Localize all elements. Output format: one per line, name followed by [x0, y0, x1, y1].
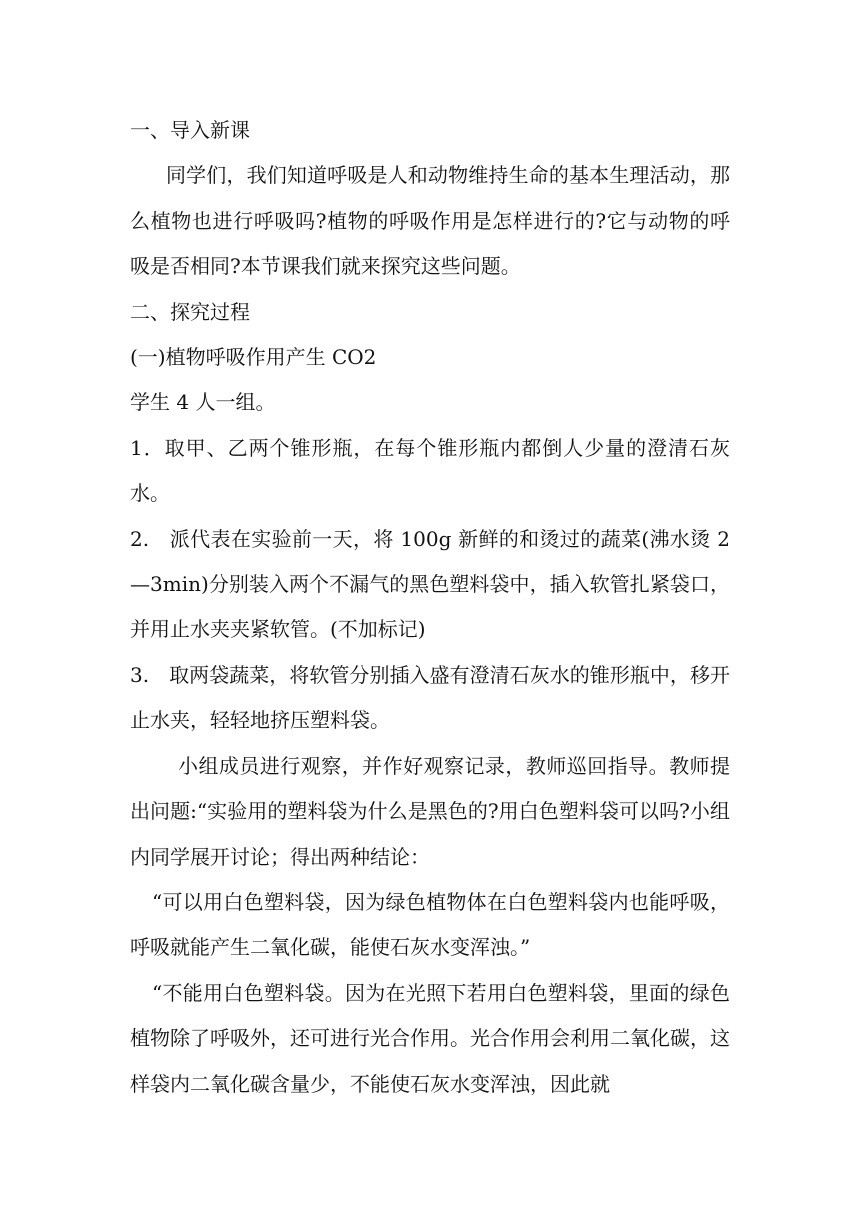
intro-paragraph: 同学们，我们知道呼吸是人和动物维持生命的基本生理活动，那么植物也进行呼吸吗?植物的呼吸作用是怎样进行的?它与动物的呼吸是否相同?本节课我们就来探究这些问题。 [130, 163, 730, 279]
observation-paragraph: 小组成员进行观察，并作好观察记录，教师巡回指导。教师提出问题:“实验用的塑料袋为什么是黑色的?用白色塑料袋可以吗?小组内同学展开讨论；得出两种结论： [130, 753, 730, 869]
step-2-paragraph: 2. 派代表在实验前一天，将 100g 新鲜的和烫过的蔬菜(沸水烫 2—3min)分别装入两个不漏气的黑色塑料袋中，插入软管扎紧袋口，并用止水夹夹紧软管。(不加标记) [130, 526, 730, 642]
section-heading-intro: 一、导入新课 [130, 118, 250, 142]
step-3-paragraph: 3. 取两袋蔬菜，将软管分别插入盛有澄清石灰水的锥形瓶中，移开止水夹，轻轻地挤压塑料袋。 [130, 662, 730, 733]
document-body [130, 108, 730, 1107]
conclusion-2-paragraph: “不能用白色塑料袋。因为在光照下若用白色塑料袋，里面的绿色植物除了呼吸外，还可进行光合作用。光合作用会利用二氧化碳，这样袋内二氧化碳含量少，不能使石灰水变浑浊，因此就 [130, 980, 730, 1096]
conclusion-1-paragraph: “可以用白色塑料袋，因为绿色植物体在白色塑料袋内也能呼吸，呼吸就能产生二氧化碳，能使石灰水变浑浊。” [130, 889, 730, 960]
subheading-co2: (一)植物呼吸作用产生 CO2 [130, 345, 377, 370]
step-1-paragraph: 1．取甲、乙两个锥形瓶，在每个锥形瓶内都倒人少量的澄清石灰水。 [130, 435, 730, 506]
grouping-paragraph: 学生 4 人一组。 [130, 390, 276, 415]
section-heading-process: 二、探究过程 [130, 299, 250, 324]
